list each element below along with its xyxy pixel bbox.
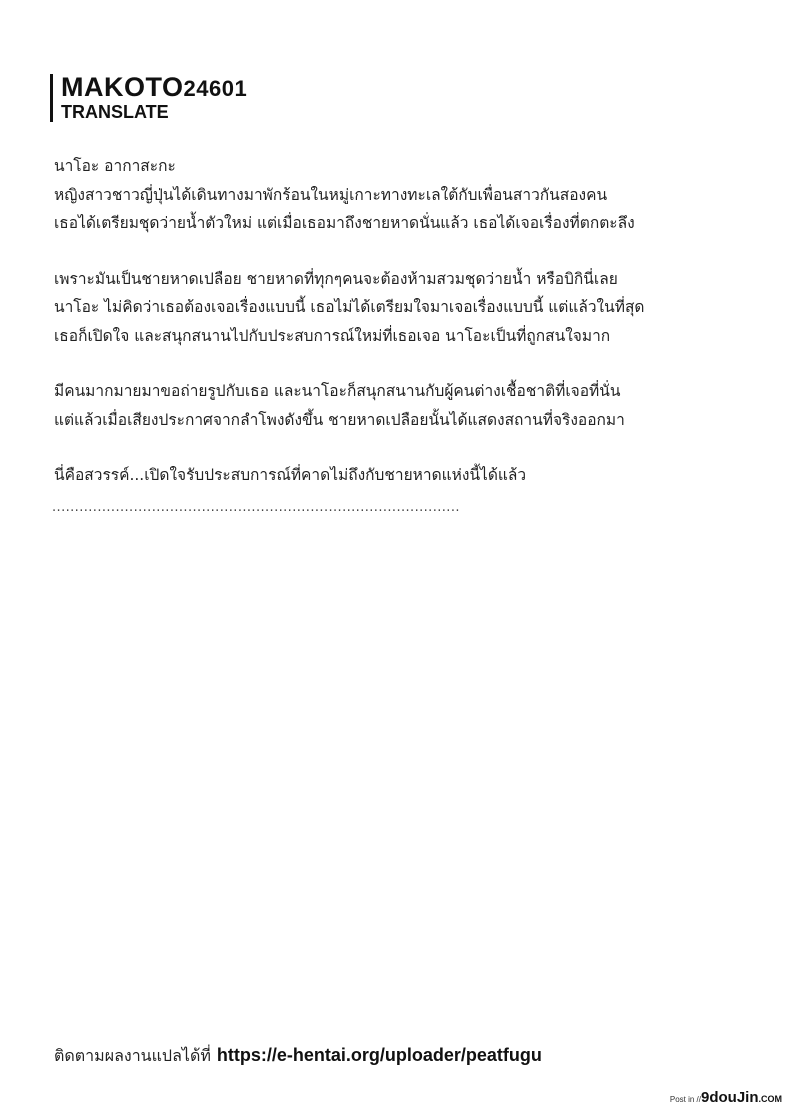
paragraph-1 bbox=[54, 152, 754, 238]
text-line: เธอได้เตรียมชุดว่ายน้ำตัวใหม่ แต่เมื่อเธอมาถึงชายหาดนั่นแล้ว เธอได้เจอเรื่องที่ตกตะลึง bbox=[54, 214, 635, 232]
footer-label: ติดตามผลงานแปลได้ที่ bbox=[54, 1046, 211, 1065]
logo-brand: MAKOTO bbox=[61, 72, 184, 102]
text-line: นาโอะ ไม่คิดว่าเธอต้องเจอเรื่องแบบนี้ เธอไม่ได้เตรียมใจมาเจอเรื่องแบบนี้ แต่แล้วในที่สุด bbox=[54, 298, 645, 316]
logo-number: 24601 bbox=[183, 76, 248, 101]
synopsis-text bbox=[54, 152, 754, 517]
paragraph-4 bbox=[54, 461, 754, 490]
paragraph-2 bbox=[54, 265, 754, 351]
text-line: เพราะมันเป็นชายหาดเปลือย ชายหาดที่ทุกๆคนจะต้องห้ามสวมชุดว่ายน้ำ หรือบิกินี่เลย bbox=[54, 269, 618, 288]
translator-logo bbox=[50, 74, 247, 122]
paragraph-3 bbox=[54, 377, 754, 434]
text-line: แต่แล้วเมื่อเสียงประกาศจากลำโพงดังขึ้น ชายหาดเปลือยนั้นได้แสดงสถานที่จริงออกมา bbox=[54, 410, 625, 429]
site-watermark bbox=[670, 1089, 782, 1107]
text-line: นี่คือสวรรค์...เปิดใจรับประสบการณ์ที่คาดไม่ถึงกับชายหาดแห่งนี้ได้แล้ว bbox=[54, 466, 527, 484]
dotted-separator: .......................................................................................... bbox=[52, 500, 460, 515]
watermark-suffix: .COM bbox=[758, 1094, 782, 1104]
uploader-link[interactable]: https://e-hentai.org/uploader/peatfugu bbox=[216, 1045, 542, 1065]
text-line: หญิงสาวชาวญี่ปุ่นได้เดินทางมาพักร้อนในหมู่เกาะทางทะเลใต้กับเพื่อนสาวกันสองคน bbox=[54, 185, 608, 204]
credit-line: นาโอะ อากาสะกะ bbox=[54, 157, 176, 175]
logo-subtitle: TRANSLATE bbox=[61, 102, 169, 122]
watermark-brand: 9douJin bbox=[700, 1089, 759, 1106]
watermark-prefix: Post in // bbox=[669, 1095, 701, 1104]
footer bbox=[54, 1044, 542, 1069]
logo-brand-line bbox=[61, 74, 247, 102]
text-line: มีคนมากมายมาขอถ่ายรูปกับเธอ และนาโอะก็สนุกสนานกับผู้คนต่างเชื้อชาติที่เจอที่นั่น bbox=[54, 382, 621, 400]
text-line: เธอก็เปิดใจ และสนุกสนานไปกับประสบการณ์ใหม่ที่เธอเจอ นาโอะเป็นที่ถูกสนใจมาก bbox=[54, 326, 611, 345]
